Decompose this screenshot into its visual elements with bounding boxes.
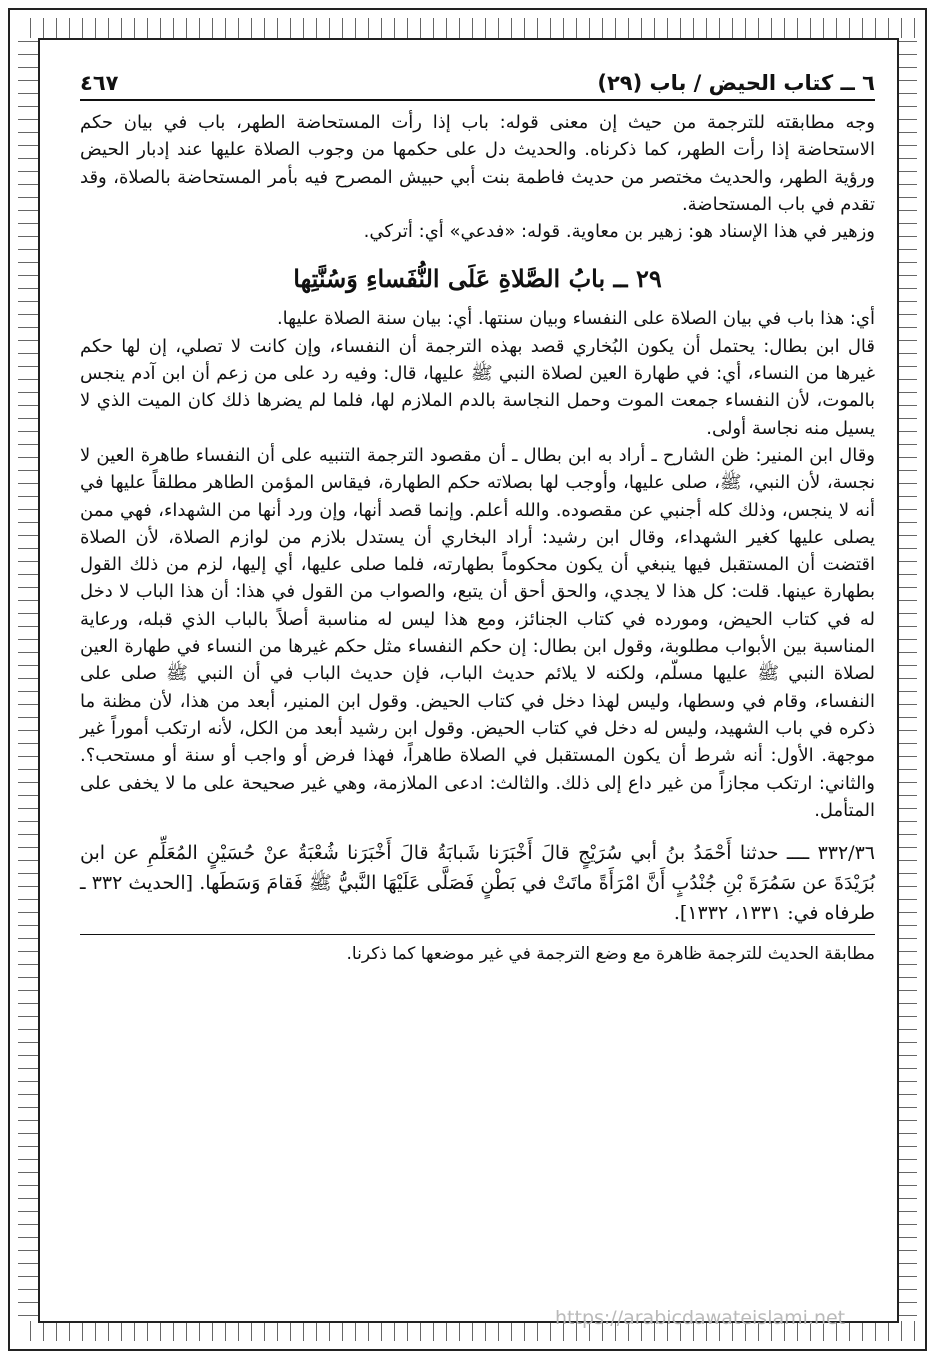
body-paragraph-3: وقال ابن المنير: ظن الشارح ـ أراد به ابن بطال ـ أن مقصود الترجمة التنبيه على أن النفساء طاهرة العين لا نجسة، لأن النبي، ﷺ، صلى عليها، وأوجب لها بصلاته حكم الطهارة، فيقاس المؤمن الطاهر مطلقاً عليها في أنه لا ينجس، وذلك كله أجنبي عن مقصوده. والله أعلم. وإنما قصد أنها، وإن ورد أنها من الشهداء، فهي ممن يصلى عليها كغير الشهداء، وقال ابن رشيد: أراد البخاري أن يستدل بلازم من لوازم الصلاة، لأن الصلاة اقتضت أن المستقبل فيها ينبغي أن يكون محكوماً بطهارته، فلما صلى عليها، أي إليها، لزم من ذلك القول بطهارة عينها. قلت: كل هذا لا يجدي، والحق أحق أن يتبع، والصواب من القول في هذا: أن هذا الباب لا دخل له في كتاب الحيض، ومورده في كتاب الجنائز، ومع هذا ليس له مناسبة أصلاً بالباب الذي قبله، ورعاية المناسبة بين الأبواب مطلوبة، وقول ابن بطال: إن حكم النفساء مثل حكم غيرها من النساء في طهارة العين لصلاة النبي ﷺ عليها مسلّم، ولكنه لا يلائم حديث الباب، فإن حديث الباب في أن النبي ﷺ صلى على النفساء، وقام في وسطها، وليس لهذا دخل في كتاب الحيض. وقول ابن المنير، أبعد من هذا، لأن مظنة ما ذكره في باب الشهيد، وليس له دخل في كتاب الحيض. وقول ابن رشيد أبعد من الكل، لأنه ارتكب أموراً غير موجهة. الأول: أنه شرط أن يكون المستقبل في الصلاة طاهراً، فهذا فرض أو واجب أو سنة أو مستحب؟. والثاني: ارتكب مجازاً من غير داع إلى ذلك. والثالث: ادعى الملازمة، وهي غير صحيحة على ما لا يخفى على المتأمل. — [80, 444, 875, 821]
intro-paragraph-1: وجه مطابقته للترجمة من حيث إن معنى قوله: باب إذا رأت المستحاضة الطهر، باب في بيان حكم الاستحاضة إذا رأت الطهر، كما ذكرناه. والحديث دل على حكمها من وجوب الصلاة عليها عند إدبار الحيض ورؤية الطهر، والحديث مختصر من حديث فاطمة بنت أبي حبيش المصرح فيه بأمر المستحاضة بالصلاة، وقد تقدم في باب المستحاضة. — [80, 112, 875, 215]
header-title: ٦ ــ كتاب الحيض / باب (٢٩) — [597, 71, 875, 95]
footnote: مطابقة الحديث للترجمة ظاهرة مع وضع الترجمة في غير موضعها كما ذكرنا. — [346, 944, 875, 965]
page-content — [80, 55, 875, 1320]
page-number: ٤٦٧ — [80, 71, 119, 95]
intro-paragraph-2: وزهير في هذا الإسناد هو: زهير بن معاوية. قوله: «فدعي» أي: أتركي. — [363, 221, 875, 243]
page-frame-ornament-top — [18, 18, 917, 38]
chapter-heading: ٢٩ ــ بابُ الصَّلاةِ عَلَى النُّفَساءِ وَسُنَّتِها — [293, 264, 662, 294]
watermark-url: https://arabicdawateislami.net — [555, 1307, 846, 1329]
body-paragraph-1: أي: هذا باب في بيان الصلاة على النفساء وبيان سنتها. أي: بيان سنة الصلاة عليها. — [276, 308, 875, 330]
body-paragraph-2: قال ابن بطال: يحتمل أن يكون البُخاري قصد بهذه الترجمة أن النفساء، وإن كانت لا تصلي، إن لها حكم غيرها من النساء، أي: في طهارة العين لصلاة النبي ﷺ عليها، قال: وفيه رد على من زعم أن ابن آدم ينجس بالموت، لأن النفساء جمعت الموت وحمل النجاسة بالدم الملازم لها، فلما لم يضرها ذلك كان الميت الذي لا يسيل منه نجاسة أولى. — [80, 335, 875, 439]
footnote-separator — [80, 934, 875, 935]
running-header — [80, 55, 875, 101]
hadith-text: ٣٣٢/٣٦ ــــ حدثنا أَحْمَدُ بنُ أبي سُرَيْجٍ قالَ أَخْبَرَنا شَبابَةُ قالَ أَخْبَرَنا شُعْبَةُ عنْ حُسَيْنٍ المُعَلِّمِ عن ابن بُرَيْدَةَ عن سَمُرَةَ بْنِ جُنْدُبٍ أَنَّ امْرَأَةً ماتَتْ في بَطْنٍ فَصَلَّى عَلَيْهَا النَّبيُّ ﷺ فَقامَ وَسَطَها. [الحديث ٣٣٢ ـ طرفاه في: ١٣٣١، ١٣٣٢]. — [80, 842, 876, 925]
